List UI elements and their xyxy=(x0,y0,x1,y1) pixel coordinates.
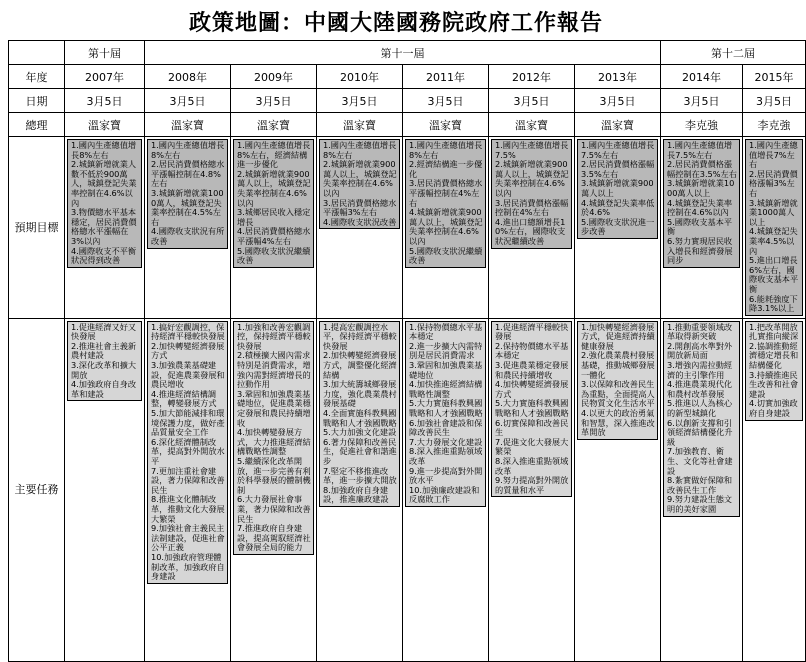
premier-cell: 溫家寶 xyxy=(65,113,145,137)
list-item: 2.居民消費價格漲幅3%左右 xyxy=(749,168,798,198)
year-cell: 2011年 xyxy=(403,65,489,89)
list-item: 2.加快轉變經濟發展方式，調整優化經濟結構 xyxy=(323,350,397,380)
list-item: 2.保持物價總水平基本穩定 xyxy=(495,340,569,361)
list-item: 10.加強廉政建設和反腐敗工作 xyxy=(409,484,480,505)
premier-cell: 李克強 xyxy=(661,113,743,137)
list-item: 3.城鎮新增就業1000萬人以上 xyxy=(667,178,735,198)
list-item: 5.加大節能減排和環境保護力度，做好產品質量安全工作 xyxy=(151,408,225,438)
date-cell: 3月5日 xyxy=(317,89,403,113)
year-cell: 2012年 xyxy=(489,65,575,89)
list-item: 4.切實加強政府自身建設 xyxy=(749,398,798,419)
row-label-tasks: 主要任務 xyxy=(9,318,65,661)
list-item: 2.強化農業農村發展基礎，推動城鄉發展一體化 xyxy=(581,350,655,380)
list-item: 9.加強社會主義民主法制建設，促進社會公平正義 xyxy=(151,523,225,553)
premier-cell: 溫家寶 xyxy=(403,113,489,137)
list-item: 1.國內生產總值增長8%左右 xyxy=(151,140,225,160)
policy-table xyxy=(8,40,806,662)
list-item: 10.加強政府管理體制改革，加強政府自身建設 xyxy=(151,551,225,582)
list-item: 2.積極擴大國內需求特別是消費需求，增強內需對經濟增長的拉動作用 xyxy=(237,350,311,390)
list-item: 6.深化經濟體制改革，提高對外開放水平 xyxy=(151,436,225,466)
corner-cell xyxy=(9,41,65,65)
tasks-box xyxy=(67,321,142,402)
list-item: 3.居民消費價格總水平漲幅控制在4%左右 xyxy=(409,178,483,208)
list-item: 6.大力發展社會事業，著力保障和改善民生 xyxy=(237,494,311,524)
tasks-box xyxy=(319,321,400,507)
date-cell: 3月5日 xyxy=(743,89,806,113)
list-item: 8.加強政府自身建設，推進廉政建設 xyxy=(323,484,389,505)
list-item: 2.開創高水準對外開放新局面 xyxy=(667,340,733,361)
list-item: 2.城鎮新增就業900萬人以上，城鎮登記失業率控制在4.6%以內 xyxy=(323,159,397,198)
targets-box xyxy=(319,139,400,229)
page-title: 政策地圖：中國大陸國務院政府工作報告 xyxy=(188,10,603,36)
list-item: 1.促進經濟平穩較快發展 xyxy=(495,321,569,342)
list-item: 2.進一步擴大內需特別是居民消費需求 xyxy=(409,340,483,361)
list-item: 5.繼續深化改革開放，進一步完善有利於科學發展的體制機制 xyxy=(237,456,311,495)
list-item: 4.國際收支不平衡狀況得到改善 xyxy=(71,245,137,266)
premier-cell: 溫家寶 xyxy=(231,113,317,137)
tasks-box xyxy=(663,321,740,517)
list-item: 3.加強農業基礎建設，促進農業發展和農民增收 xyxy=(151,360,225,390)
list-item: 4.進出口總額增長10%左右，國際收支狀況繼續改善 xyxy=(495,216,566,246)
list-item: 9.進一步提高對外開放水平 xyxy=(409,465,483,486)
targets-box xyxy=(233,139,314,268)
list-item: 3.深化改革和擴大開放 xyxy=(71,360,137,380)
list-item: 4.加強政府自身改革和建設 xyxy=(71,379,137,399)
list-item: 6.加強社會建設和保障改善民生 xyxy=(409,417,483,438)
list-item: 3.鞏固和加強農業基礎地位，促進農業穩定發展和農民持續增收 xyxy=(237,388,311,428)
list-item: 4.國際收支狀況有所改善 xyxy=(151,226,225,246)
list-item: 2.城鎮新增就業人數不低於900萬人，城鎮登記失業率控制在4.6%以內 xyxy=(71,159,137,208)
list-item: 6.以創新支撐和引領經濟結構優化升級 xyxy=(667,417,733,447)
list-item: 3.居民消費價格總水平漲幅3%左右 xyxy=(323,197,397,218)
year-cell: 2009年 xyxy=(231,65,317,89)
list-item: 1.國內生產總值增長7.5%左右 xyxy=(667,140,733,160)
list-item: 2.居民消費價格總水平漲幅控制在4.8%左右 xyxy=(151,159,225,189)
tasks-box xyxy=(577,321,658,440)
list-item: 1.提高宏觀調控水平，保持經濟平穩較快發展 xyxy=(323,321,397,351)
year-cell: 2008年 xyxy=(145,65,231,89)
list-item: 3.城鎮新增就業1000萬人以上 xyxy=(749,197,798,227)
premier-cell: 李克強 xyxy=(743,113,806,137)
list-item: 2.協調推動經濟穩定增長和結構優化 xyxy=(749,340,799,371)
list-item: 1.促進經濟又好又快發展 xyxy=(71,321,137,342)
premier-cell: 溫家寶 xyxy=(489,113,575,137)
list-item: 1.國內生產總值增長7.5%左右 xyxy=(581,140,655,160)
premier-row xyxy=(9,113,806,137)
list-item: 3.城鎮新增就業1000萬人，城鎮登記失業率控制在4.5%左右 xyxy=(151,187,224,227)
list-item: 6.努力實現居民收入增長和經濟發展同步 xyxy=(667,235,733,266)
targets-box xyxy=(663,139,740,268)
targets-box xyxy=(577,139,658,239)
list-item: 8.紮實做好保障和改善民生工作 xyxy=(667,475,733,495)
tasks-box xyxy=(491,321,572,498)
premier-cell: 溫家寶 xyxy=(575,113,661,137)
year-cell: 2014年 xyxy=(661,65,743,89)
year-row xyxy=(9,65,806,89)
list-item: 2.居民消費價格漲幅控制在3.5%左右 xyxy=(667,159,737,179)
targets-box xyxy=(67,139,142,268)
row-label-premier: 總理 xyxy=(9,113,65,137)
list-item: 5.大力實施科教興國戰略和人才強國戰略 xyxy=(495,398,569,419)
list-item: 3.物價總水平基本穩定，居民消費價格總水平漲幅在3%以內 xyxy=(71,207,137,246)
targets-box xyxy=(491,139,572,249)
list-item: 5.國際收支狀況繼續改善 xyxy=(237,245,311,266)
list-item: 7.更加注重社會建設，著力保障和改善民生 xyxy=(151,465,225,495)
tasks-box xyxy=(233,321,314,555)
targets-row xyxy=(9,137,806,319)
list-item: 4.以更大的政治勇氣和智慧，深入推進改革開放 xyxy=(581,408,655,438)
date-cell: 3月5日 xyxy=(661,89,743,113)
list-item: 1.推動重要領域改革取得新突破 xyxy=(667,321,733,342)
row-label-targets: 預期目標 xyxy=(9,137,65,319)
list-item: 2.居民消費價格漲幅3.5%左右 xyxy=(581,159,655,179)
list-item: 1.加強和改善宏觀調控，保持經濟平穩較快發展 xyxy=(237,321,311,351)
list-item: 4.加快轉變經濟發展方式 xyxy=(495,379,569,399)
list-item: 7.大力發展文化建設 xyxy=(409,436,483,447)
list-item: 7.推進政府自身建設，提高駕馭經濟社會發展全局的能力 xyxy=(237,523,311,553)
list-item: 9.努力提高對外開放的質量和水平 xyxy=(495,475,569,495)
list-item: 5.進出口增長6%左右，國際收支基本平衡 xyxy=(749,255,799,294)
list-item: 5.國際收支基本平衡 xyxy=(667,216,733,237)
list-item: 3.居民消費價格漲幅控制在4%左右 xyxy=(495,197,569,218)
list-item: 4.推進農業現代化和農村改革發展 xyxy=(667,379,733,399)
list-item: 4.城鎮登記失業率控制在4.6%以內 xyxy=(667,197,733,218)
list-item: 1.國內生產總值增長8%左右 xyxy=(409,140,483,160)
list-item: 2.經濟結構進一步優化 xyxy=(409,159,483,179)
period-10: 第十屆 xyxy=(65,41,145,65)
list-item: 4.城鎮登記失業率4.5%以內 xyxy=(749,226,798,256)
list-item: 3.持續推進民生改善和社會建設 xyxy=(749,369,799,399)
list-item: 4.國際收支狀況改善 xyxy=(323,216,397,227)
list-item: 6.著力保障和改善民生，促進社會和諧進步 xyxy=(323,436,397,466)
list-item: 9.努力建設生態文明的美好家園 xyxy=(667,494,733,514)
list-item: 1.加快轉變經濟發展方式，促進經濟持續健康發展 xyxy=(581,321,655,351)
row-label-date: 日期 xyxy=(9,89,65,113)
tasks-box xyxy=(745,321,803,421)
list-item: 7.堅定不移推進改革，進一步擴大開放 xyxy=(323,465,397,486)
list-item: 2.推進社會主義新農村建設 xyxy=(71,340,137,361)
list-item: 1.國內生產總值增長8%左右 xyxy=(323,140,397,160)
list-item: 6.切實保障和改善民生 xyxy=(495,417,569,438)
list-item: 4.城鎮新增就業900萬人以上，城鎮登記失業率控制在4.6%以內 xyxy=(409,207,483,246)
targets-box xyxy=(405,139,486,268)
list-item: 1.把改革開放扎實推向縱深 xyxy=(749,321,799,342)
year-cell: 2013年 xyxy=(575,65,661,89)
year-cell: 2007年 xyxy=(65,65,145,89)
list-item: 1.國內生產總值增長8%左右 xyxy=(71,140,137,160)
list-item: 3.加大統籌城鄉發展力度，強化農業農村發展基礎 xyxy=(323,379,397,409)
targets-box xyxy=(745,139,803,316)
list-item: 4.城鎮登記失業率低於4.6% xyxy=(581,197,655,218)
list-item: 3.以保障和改善民生為重點，全面提高人民物質文化生活水平 xyxy=(581,379,655,409)
list-item: 3.城鄉居民收入穩定增長 xyxy=(237,207,311,227)
period-11: 第十一屆 xyxy=(145,41,661,65)
list-item: 1.保持物價總水平基本穩定 xyxy=(409,321,483,342)
list-item: 5.國際收支狀況進一步改善 xyxy=(581,216,655,237)
targets-box xyxy=(147,139,228,249)
list-item: 1.國內生產總值增長8%左右，經濟結構進一步優化 xyxy=(237,140,311,170)
period-row xyxy=(9,41,806,65)
list-item: 4.推進經濟結構調整，轉變發展方式 xyxy=(151,388,217,409)
list-item: 4.加快轉變發展方式，大力推進經濟結構戰略性調整 xyxy=(237,427,311,457)
list-item: 6.能耗強度下降3.1%以上 xyxy=(749,293,798,314)
list-item: 5.國際收支狀況繼續改善 xyxy=(409,245,483,266)
list-item: 3.增強內需拉動經濟的主引擎作用 xyxy=(667,360,733,380)
list-item: 8.深入推進重點領域改革 xyxy=(495,456,569,476)
list-item: 1.國內生產總值增長7%左右 xyxy=(749,140,798,170)
date-cell: 3月5日 xyxy=(65,89,145,113)
tasks-box xyxy=(147,321,228,584)
list-item: 8.深入推進重點領域改革 xyxy=(409,446,483,466)
tasks-box xyxy=(405,321,486,507)
list-item: 3.鞏固和加強農業基礎地位 xyxy=(409,360,483,380)
year-cell: 2015年 xyxy=(743,65,806,89)
year-cell: 2010年 xyxy=(317,65,403,89)
list-item: 5.推進以人為核心的新型城鎮化 xyxy=(667,398,733,419)
tasks-row xyxy=(9,318,806,661)
date-cell: 3月5日 xyxy=(403,89,489,113)
premier-cell: 溫家寶 xyxy=(317,113,403,137)
list-item: 5.大力加強文化建設 xyxy=(323,427,397,438)
period-12: 第十二屆 xyxy=(661,41,806,65)
list-item: 4.加快推進經濟結構戰略性調整 xyxy=(409,379,483,399)
list-item: 1.搞好宏觀調控，保持經濟平穩較快發展 xyxy=(151,321,225,342)
list-item: 2.城鎮新增就業900萬人以上，城鎮登記失業率控制在4.6%以內 xyxy=(237,168,311,208)
list-item: 4.全面實施科教興國戰略和人才強國戰略 xyxy=(323,408,397,428)
list-item: 1.國內生產總值增長7.5% xyxy=(495,140,569,160)
list-item: 8.推進文化體制改革，推動文化大發展大繁榮 xyxy=(151,494,225,524)
list-item: 5.大力實施科教興國戰略和人才強國戰略 xyxy=(409,398,483,419)
date-cell: 3月5日 xyxy=(489,89,575,113)
list-item: 3.城鎮新增就業900萬人以上 xyxy=(581,178,654,198)
premier-cell: 溫家寶 xyxy=(145,113,231,137)
date-cell: 3月5日 xyxy=(145,89,231,113)
list-item: 4.居民消費價格總水平漲幅4%左右 xyxy=(237,226,311,246)
list-item: 7.促進文化大發展大繁榮 xyxy=(495,436,569,457)
list-item: 7.加強教育、衛生、文化等社會建設 xyxy=(667,446,733,476)
list-item: 2.城鎮新增就業900萬人以上，城鎮登記失業率控制在4.6%以內 xyxy=(495,159,569,198)
list-item: 2.加快轉變經濟發展方式 xyxy=(151,340,225,361)
list-item: 3.促進農業穩定發展和農民持續增收 xyxy=(495,360,569,380)
row-label-year: 年度 xyxy=(9,65,65,89)
date-row xyxy=(9,89,806,113)
date-cell: 3月5日 xyxy=(231,89,317,113)
date-cell: 3月5日 xyxy=(575,89,661,113)
